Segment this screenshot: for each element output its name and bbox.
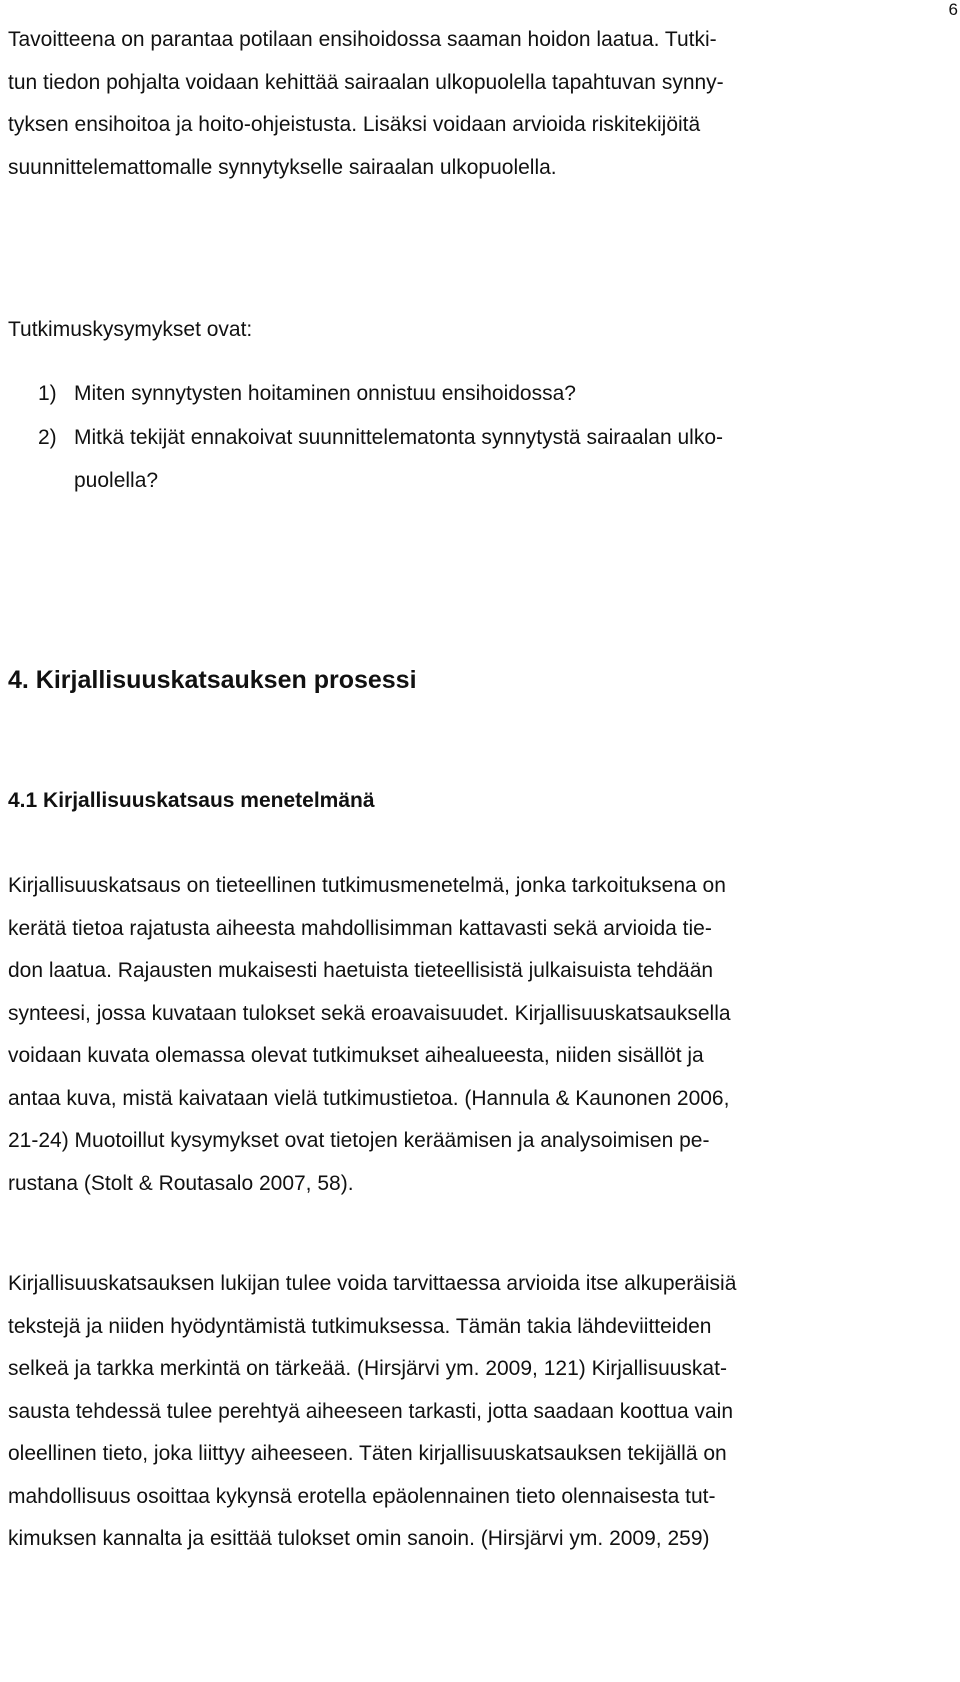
paragraph-line: kimuksen kannalta ja esittää tulokset omin sanoin. (Hirsjärvi ym. 2009, 259) — [8, 1527, 710, 1550]
page-number: 6 — [948, 0, 958, 19]
section-heading: 4. Kirjallisuuskatsauksen prosessi — [8, 666, 417, 694]
intro-line: tun tiedon pohjalta voidaan kehittää sairaalan ulkopuolella tapahtuvan synny- — [8, 70, 724, 94]
question-text — [74, 373, 888, 416]
question-line: Miten synnytysten hoitaminen onnistuu ensihoidossa? — [74, 382, 576, 405]
questions-lead-paragraph — [8, 309, 888, 352]
subsection-heading: 4.1 Kirjallisuuskatsaus menetelmänä — [8, 789, 375, 812]
paragraph-line: Kirjallisuuskatsaus on tieteellinen tutkimusmenetelmä, jonka tarkoituksena on — [8, 874, 726, 897]
intro-line: suunnittelemattomalle synnytykselle sairaalan ulkopuolella. — [8, 155, 557, 179]
question-text — [74, 417, 888, 502]
question-line: puolella? — [74, 468, 159, 492]
paragraph-line: don laatua. Rajausten mukaisesti haetuista tieteellisistä julkaisuista tehdään — [8, 959, 714, 982]
paragraph-line: oleellinen tieto, joka liittyy aiheeseen. Täten kirjallisuuskatsauksen tekijällä on — [8, 1442, 727, 1465]
paragraph-line: synteesi, jossa kuvataan tulokset sekä eroavaisuudet. Kirjallisuuskatsauksella — [8, 1001, 731, 1025]
paragraph-line: antaa kuva, mistä kaivataan vielä tutkimustietoa. (Hannula & Kaunonen 2006, — [8, 1086, 730, 1110]
paragraph-line: rustana (Stolt & Routasalo 2007, 58). — [8, 1171, 354, 1195]
paragraph-line: mahdollisuus osoittaa kykynsä erotella epäolennainen tieto olennaisesta tut- — [8, 1484, 716, 1508]
question-number: 1) — [38, 382, 57, 405]
body-paragraph-1 — [8, 865, 888, 1205]
paragraph-line: voidaan kuvata olemassa olevat tutkimukset aihealueesta, niiden sisällöt ja — [8, 1044, 704, 1067]
question-line: Mitkä tekijät ennakoivat suunnittelematonta synnytystä sairaalan ulko- — [74, 426, 724, 449]
intro-line: tyksen ensihoitoa ja hoito-ohjeistusta. Lisäksi voidaan arvioida riskitekijöitä — [8, 113, 701, 136]
question-number: 2) — [38, 426, 57, 449]
paragraph-line: kerätä tietoa rajatusta aiheesta mahdollisimman kattavasti sekä arvioida tie- — [8, 916, 712, 940]
paragraph-line: Kirjallisuuskatsauksen lukijan tulee voida tarvittaessa arvioida itse alkuperäisiä — [8, 1272, 737, 1295]
paragraph-line: sausta tehdessä tulee perehtyä aiheeseen tarkasti, jotta saadaan koottua vain — [8, 1399, 733, 1423]
body-paragraph-2 — [8, 1263, 888, 1561]
paragraph-line: selkeä ja tarkka merkintä on tärkeää. (Hirsjärvi ym. 2009, 121) Kirjallisuuskat- — [8, 1357, 727, 1380]
intro-paragraph — [8, 19, 888, 189]
paragraph-line: 21-24) Muotoillut kysymykset ovat tietojen keräämisen ja analysoimisen pe- — [8, 1129, 710, 1152]
paragraph-line: tekstejä ja niiden hyödyntämistä tutkimuksessa. Tämän takia lähdeviitteiden — [8, 1314, 712, 1338]
questions-lead: Tutkimuskysymykset ovat: — [8, 318, 253, 341]
intro-line: Tavoitteena on parantaa potilaan ensihoidossa saaman hoidon laatua. Tutki- — [8, 28, 717, 51]
